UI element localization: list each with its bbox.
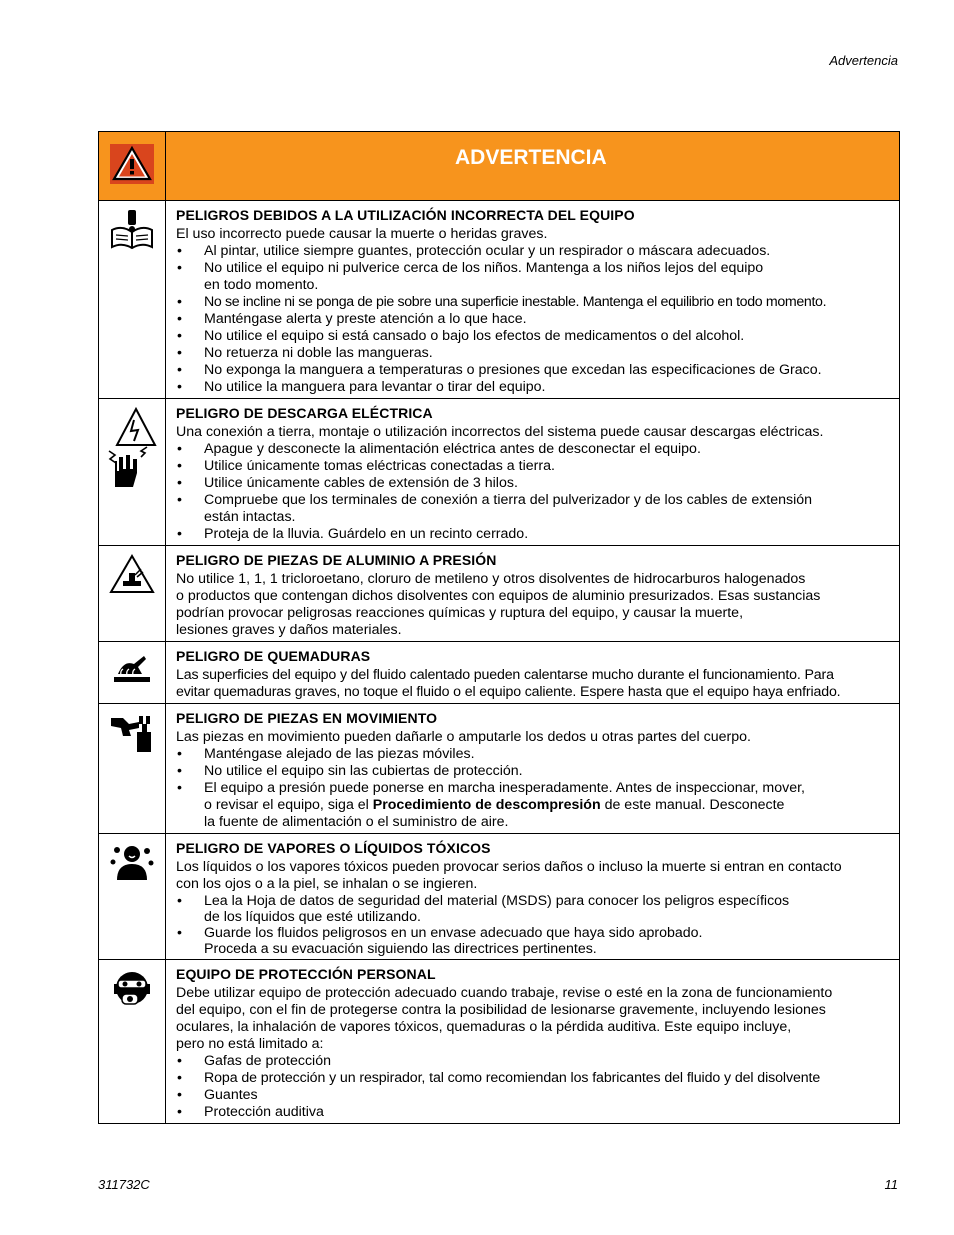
bullet-list	[176, 893, 891, 957]
hazard-description: del equipo, con el fin de protegerse contra la posibilidad de lesionarse gravemente, incluyendo lesiones	[176, 1002, 826, 1018]
electric-shock-icon	[99, 399, 165, 496]
hazard-description: Los líquidos o los vapores tóxicos pueden provocar serios daños o incluso la muerte si entran en contacto	[176, 859, 842, 875]
banner-icon-cell	[99, 132, 166, 201]
bullet-item: • Guantes	[176, 1087, 891, 1104]
hazard-row-toxic	[99, 834, 900, 960]
bullet-item: • Utilice únicamente cables de extensión de 3 hilos.	[176, 475, 891, 492]
bullet-item: • Utilice únicamente tomas eléctricas conectadas a tierra.	[176, 458, 891, 475]
burn-hazard-icon	[99, 642, 165, 689]
pressurized-aluminum-icon	[99, 546, 165, 599]
hazard-row-electric-shock	[99, 399, 900, 546]
warning-banner	[99, 132, 900, 201]
bullet-list	[176, 1053, 891, 1121]
bullet-item: • Manténgase alejado de las piezas móviles.	[176, 746, 891, 763]
hazard-title: PELIGRO DE VAPORES O LÍQUIDOS TÓXICOS	[176, 840, 491, 856]
bullet-item: • Al pintar, utilice siempre guantes, protección ocular y un respirador o máscara adecuados.	[176, 243, 891, 260]
hazard-title: PELIGRO DE DESCARGA ELÉCTRICA	[176, 405, 433, 421]
bullet-item: • Ropa de protección y un respirador, tal como recomiendan los fabricantes del fluido y del disolvente	[176, 1070, 891, 1087]
hazard-description: El uso incorrecto puede causar la muerte o heridas graves.	[176, 226, 548, 242]
document-number: 311732C	[98, 1177, 150, 1192]
hazard-row-misuse	[99, 201, 900, 399]
bullet-list	[176, 243, 891, 396]
hazard-description: Las piezas en movimiento pueden dañarle o amputarle los dedos u otras partes del cuerpo.	[176, 729, 751, 745]
protective-equipment-icon	[99, 960, 165, 1019]
read-manual-icon	[99, 201, 165, 256]
hazard-row-aluminum	[99, 546, 900, 642]
bullet-item: • No utilice el equipo ni pulverice cerca de los niños. Mantenga a los niños lejos del equipo en todo momento.	[176, 260, 891, 294]
bullet-item: • Lea la Hoja de datos de seguridad del material (MSDS) para conocer los peligros específicos de los líquidos que esté utilizando.	[176, 893, 891, 925]
bullet-item: • No utilice la manguera para levantar o tirar del equipo.	[176, 379, 891, 396]
hazard-description: pero no está limitado a:	[176, 1036, 324, 1052]
hazard-description: o productos que contengan dichos disolventes con equipos de aluminio presurizados. Esas sustancias	[176, 588, 821, 604]
warning-table	[98, 131, 900, 1124]
hazard-content	[166, 201, 900, 399]
bullet-item: • No utilice el equipo si está cansado o bajo los efectos de medicamentos o del alcohol.	[176, 328, 891, 345]
bullet-item: • No se incline ni se ponga de pie sobre una superficie inestable. Mantenga el equilibrio en todo momento.	[176, 294, 891, 311]
hazard-description: oculares, la inhalación de vapores tóxicos, quemaduras o la pérdida auditiva. Este equipo incluye,	[176, 1019, 792, 1035]
moving-parts-icon	[99, 704, 165, 759]
hazard-description: lesiones graves y daños materiales.	[176, 622, 402, 638]
hazard-description: Debe utilizar equipo de protección adecuado cuando trabaje, revise o esté en la zona de funcionamiento	[176, 985, 833, 1001]
decompression-procedure-ref: Procedimiento de descompresión	[372, 797, 601, 813]
hazard-row-moving-parts	[99, 704, 900, 834]
hazard-row-ppe	[99, 960, 900, 1124]
bullet-item: • Gafas de protección	[176, 1053, 891, 1070]
hazard-title: PELIGRO DE PIEZAS DE ALUMINIO A PRESIÓN	[176, 552, 497, 568]
bullet-item: • No exponga la manguera a temperaturas o presiones que excedan las especificaciones de Graco.	[176, 362, 891, 379]
warning-triangle-icon	[110, 171, 154, 188]
page-number: 11	[884, 1177, 898, 1192]
hazard-description: con los ojos o a la piel, se inhalan o se ingieren.	[176, 876, 478, 892]
hazard-content	[166, 546, 900, 642]
hazard-title: EQUIPO DE PROTECCIÓN PERSONAL	[176, 966, 436, 982]
bullet-item: • Protección auditiva	[176, 1104, 891, 1121]
hazard-title: PELIGROS DEBIDOS A LA UTILIZACIÓN INCORRECTA DEL EQUIPO	[176, 207, 635, 223]
hazard-content	[166, 834, 900, 960]
toxic-fumes-icon	[99, 834, 165, 887]
hazard-content	[166, 960, 900, 1124]
hazard-content	[166, 642, 900, 704]
hazard-title: PELIGRO DE PIEZAS EN MOVIMIENTO	[176, 710, 438, 726]
bullet-item: • Compruebe que los terminales de conexión a tierra del pulverizador y de los cables de extensión están intactas.	[176, 492, 891, 526]
hazard-description: evitar quemaduras graves, no toque el fluido o el equipo caliente. Espere hasta que el equipo haya enfriado.	[176, 684, 841, 700]
bullet-item: • Manténgase alerta y preste atención a lo que hace.	[176, 311, 891, 328]
hazard-description: No utilice 1, 1, 1 tricloroetano, cloruro de metileno y otros disolventes de hidrocarburos halogenados	[176, 571, 806, 587]
bullet-list	[176, 441, 891, 543]
bullet-list	[176, 746, 891, 831]
hazard-description: podrían provocar peligrosas reacciones químicas y ruptura del equipo, y causar la muerte,	[176, 605, 744, 621]
bullet-item: • Proteja de la lluvia. Guárdelo en un recinto cerrado.	[176, 526, 891, 543]
bullet-item: • No retuerza ni doble las mangueras.	[176, 345, 891, 362]
hazard-description: Una conexión a tierra, montaje o utilización incorrectos del sistema puede causar descargas eléctricas.	[176, 424, 824, 440]
hazard-title: PELIGRO DE QUEMADURAS	[176, 648, 371, 664]
hazard-description: Las superficies del equipo y del fluido calentado pueden calentarse mucho durante el funcionamiento. Para	[176, 667, 834, 683]
hazard-content	[166, 704, 900, 834]
bullet-item: • No utilice el equipo sin las cubiertas de protección.	[176, 763, 891, 780]
running-header: Advertencia	[829, 53, 898, 68]
bullet-item: • El equipo a presión puede ponerse en marcha inesperadamente. Antes de inspeccionar, mover, o revisar el equipo, siga el Procedimiento de descompresión de este manual. Desconecte la fuente de alimentación o el suministro de aire.	[176, 780, 891, 831]
hazard-row-burn	[99, 642, 900, 704]
bullet-item: • Guarde los fluidos peligrosos en un envase adecuado que haya sido aprobado. Proceda a su evacuación siguiendo las directrices pertinentes.	[176, 925, 891, 957]
banner-title: ADVERTENCIA	[166, 132, 900, 201]
hazard-content	[166, 399, 900, 546]
bullet-item: • Apague y desconecte la alimentación eléctrica antes de desconectar el equipo.	[176, 441, 891, 458]
